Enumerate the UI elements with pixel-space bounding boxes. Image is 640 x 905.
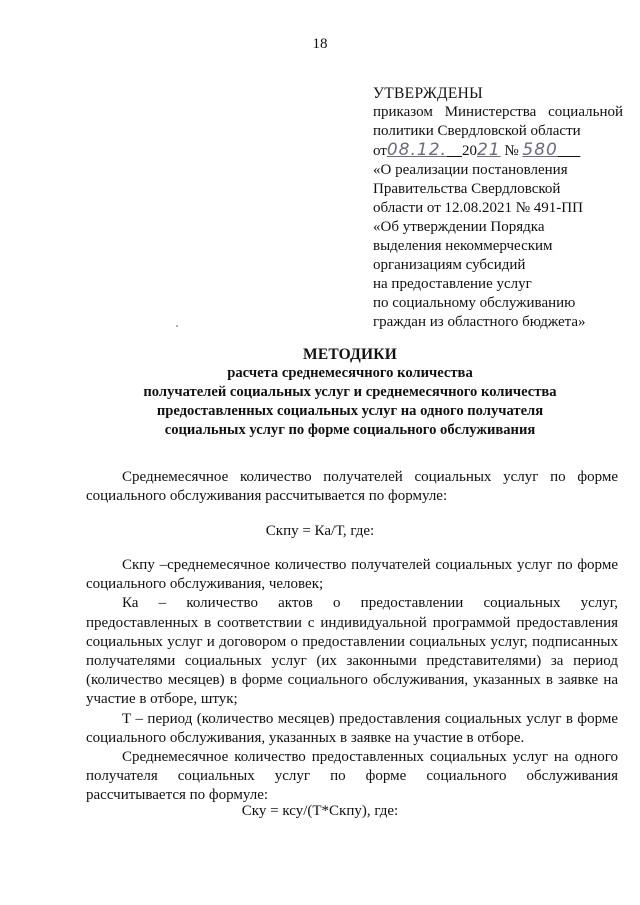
document-title (70, 345, 630, 440)
approval-line-12: граждан из областного бюджета» (373, 314, 586, 330)
formula-1: Скпу = Ка/Т, где: (265, 523, 375, 539)
title-line-1: расчета среднемесячного количества (227, 365, 473, 381)
order-number: 580 (522, 140, 558, 160)
title-line-2: получателей социальных услуг и среднемесячного количества (143, 384, 557, 400)
page-number: 18 (312, 36, 328, 52)
definition-t: Т – период (количество месяцев) предоставления социальных услуг в форме социального обслуживания, указанных в заявке на участие в отборе. (86, 710, 618, 746)
paragraph-second: Среднемесячное количество предоставленных социальных услуг на одного получателя социальных услуг по форме социального обслуживания рассчитывается по формуле: (86, 749, 618, 804)
approval-heading: УТВЕРЖДЕНЫ (373, 85, 483, 102)
paragraph-intro: Среднемесячное количество получателей социальных услуг по форме социального обслуживания рассчитывается по формуле: (86, 469, 618, 505)
formula-2: Cку = ксу/(Т*Скпу), где: (241, 803, 399, 819)
title-line-3: предоставленных социальных услуг на одного получателя (156, 403, 544, 419)
date-year-suffix: 21 (476, 140, 501, 160)
number-sign: № (504, 143, 519, 159)
approval-line-8: выделения некоммерческим (373, 238, 553, 254)
date-prefix: от (373, 143, 387, 159)
approval-line-1: приказом Министерства социальной (373, 104, 623, 120)
approval-line-7: «Об утверждении Порядка (373, 219, 545, 235)
scan-speck (176, 325, 178, 327)
definition-ka: Ка – количество актов о предоставлении социальных услуг, предоставленных в соответствии с индивидуальной программой предоставления социальных услуг и договором о предоставлении социальных услуг, подписанных получателями социальных услуг (их законными представителями) за период (количество месяцев) в форме социального обслуживания, указанных в заявке на участие в отборе, штук; (86, 595, 618, 708)
body-section-1 (86, 468, 618, 506)
definition-skpu: Скпу –среднемесячное количество получателей социальных услуг по форме социального обслуживания, человек; (86, 557, 618, 593)
approval-line-2: политики Свердловской области (373, 123, 581, 139)
approval-line-5: Правительства Свердловской (373, 181, 561, 197)
approval-block (373, 84, 623, 332)
approval-date-line (373, 141, 623, 161)
date-day-month: 08.12. (386, 140, 447, 160)
body-section-2 (86, 556, 618, 806)
title-main: МЕТОДИКИ (302, 346, 397, 363)
approval-line-11: по социальному обслуживанию (373, 295, 576, 311)
approval-line-6: области от 12.08.2021 № 491-ПП (373, 200, 583, 216)
approval-line-4: «О реализации постановления (373, 162, 568, 178)
approval-line-10: на предоставление услуг (373, 276, 532, 292)
approval-line-9: организациям субсидий (373, 257, 526, 273)
title-line-4: социальных услуг по форме социального обслуживания (164, 422, 536, 438)
date-year-prefix: 20 (461, 143, 477, 159)
